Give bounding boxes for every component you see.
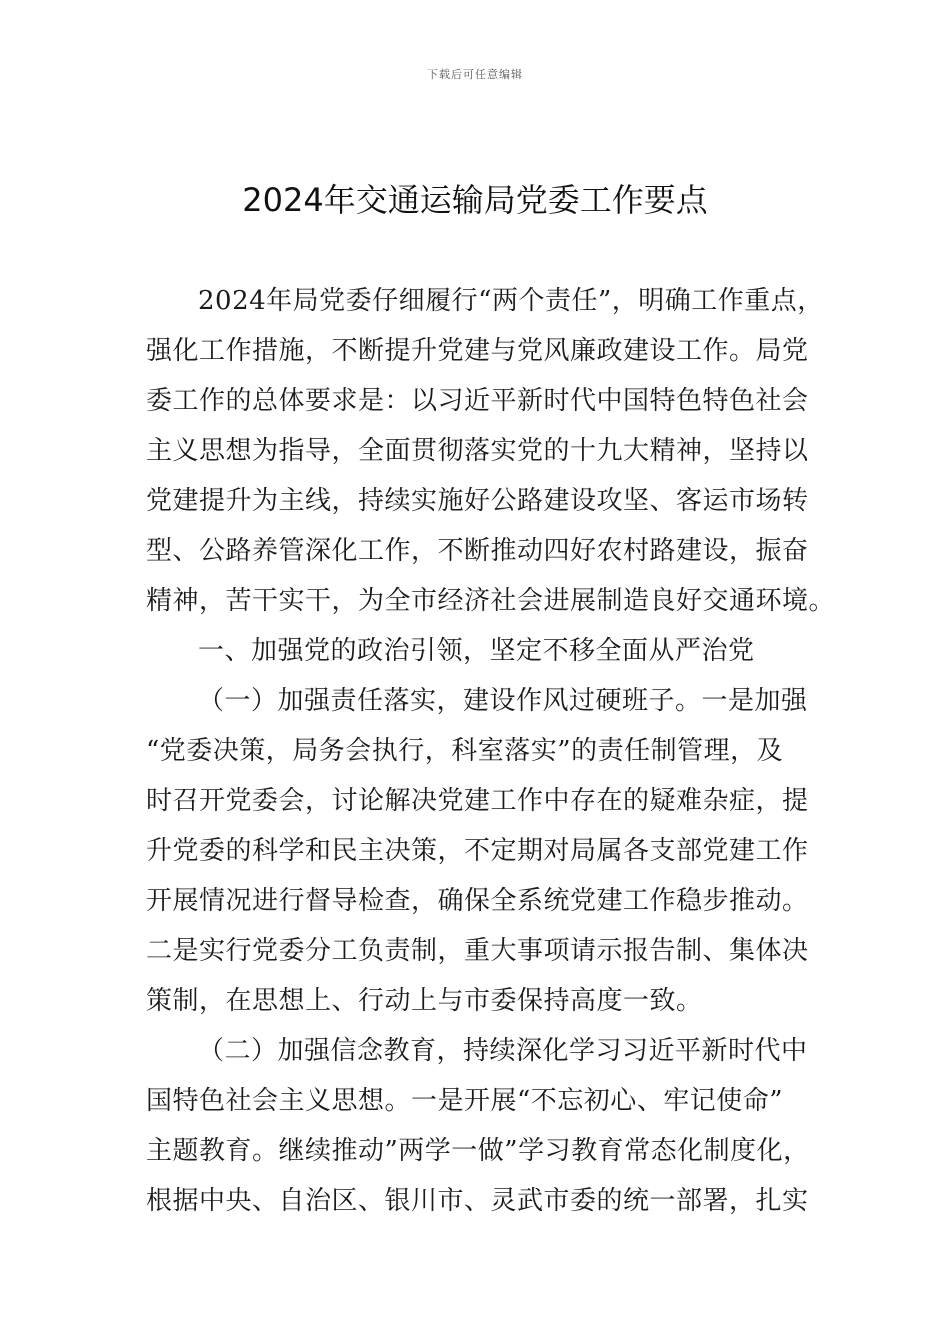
- section-heading: 一、加强党的政治引领，坚定不移全面从严治党: [198, 636, 755, 666]
- header-note: 下载后可任意编辑: [427, 68, 523, 81]
- body-line: 二是实行党委分工负责制，重大事项请示报告制、集体决: [146, 936, 809, 966]
- body-line: 主义思想为指导，全面贯彻落实党的十九大精神，坚持以: [146, 436, 809, 466]
- body-line: 升党委的科学和民主决策，不定期对局属各支部党建工作: [146, 836, 809, 866]
- body-line: 策制，在思想上、行动上与市委保持高度一致。: [146, 986, 703, 1016]
- body-line: 精神，苦干实干，为全市经济社会进展制造良好交通环境。: [146, 586, 836, 616]
- body-line: （二）加强信念教育，持续深化学习习近平新时代中: [198, 1036, 808, 1066]
- body-line: 时召开党委会，讨论解决党建工作中存在的疑难杂症，提: [146, 786, 809, 816]
- body-line: （一）加强责任落实，建设作风过硬班子。一是加强: [198, 686, 808, 716]
- body-line: 党建提升为主线，持续实施好公路建设攻坚、客运市场转: [146, 486, 809, 516]
- body-line: 开展情况进行督导检查，确保全系统党建工作稳步推动。: [146, 886, 809, 916]
- body-line: “党委决策，局务会执行，科室落实”的责任制管理，及: [146, 736, 784, 766]
- body-line: 型、公路养管深化工作，不断推动四好农村路建设，振奋: [146, 536, 809, 566]
- body-line: 强化工作措施，不断提升党建与党风廉政建设工作。局党: [146, 336, 809, 366]
- body-line: 委工作的总体要求是：以习近平新时代中国特色特色社会: [146, 386, 809, 416]
- document-body: [146, 276, 836, 1226]
- document-title: 2024年交通运输局党委工作要点: [242, 181, 708, 219]
- body-line: 国特色社会主义思想。一是开展“不忘初心、牢记使命”: [146, 1086, 784, 1116]
- body-line: 根据中央、自治区、银川市、灵武市委的统一部署，扎实: [146, 1186, 809, 1216]
- body-line: 主题教育。继续推动”两学一做”学习教育常态化制度化，: [146, 1136, 810, 1166]
- body-line: 2024年局党委仔细履行“两个责任”，明确工作重点，: [198, 286, 824, 316]
